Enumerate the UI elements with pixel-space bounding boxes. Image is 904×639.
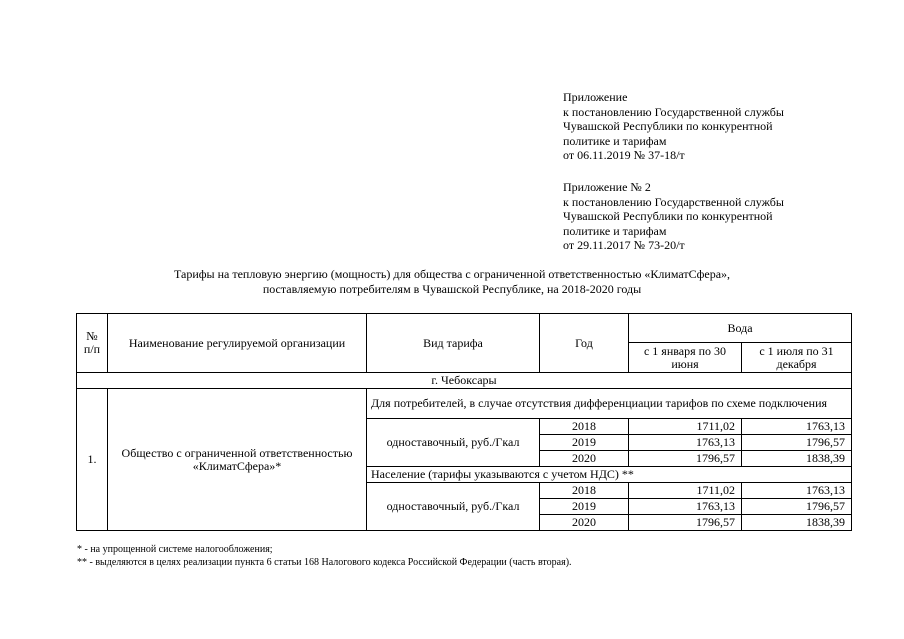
header-year: Год [540, 314, 629, 373]
header-org: Наименование регулируемой организации [108, 314, 367, 373]
title-line-1: Тарифы на тепловую энергию (мощность) для общества с ограниченной ответственностью «КлиматСфера», [173, 267, 731, 281]
value-cell: 1796,57 [742, 499, 852, 515]
header-period-2: с 1 июля по 31 декабря [742, 343, 852, 373]
footnote: * - на упрощенной системе налогообложения; [77, 544, 273, 555]
appendix-line: политике и тарифам [563, 133, 667, 148]
section-1-label [367, 389, 852, 419]
footnote: ** - выделяются в целях реализации пункта 6 статьи 168 Налогового кодекса Российской Федерации (часть вторая). [77, 556, 572, 568]
appendix-line: к постановлению Государственной службы [563, 194, 784, 209]
year-cell: 2019 [540, 435, 629, 451]
appendix-line: политике и тарифам [563, 223, 667, 238]
appendix-line: от 29.11.2017 № 73-20/т [563, 238, 685, 253]
document-title [60, 267, 844, 297]
section-2-label: Население (тарифы указываются с учетом НДС) ** [367, 467, 852, 483]
year-cell: 2020 [540, 515, 629, 531]
year-cell: 2018 [540, 419, 629, 435]
header-tariff: Вид тарифа [367, 314, 540, 373]
value-cell: 1796,57 [629, 451, 742, 467]
header-period-1: с 1 января по 30 июня [629, 343, 742, 373]
appendix-line: Чувашской Республики по конкурентной [563, 209, 773, 224]
value-cell: 1796,57 [629, 515, 742, 531]
value-cell: 1838,39 [742, 515, 852, 531]
value-cell: 1796,57 [742, 435, 852, 451]
value-cell: 1763,13 [629, 499, 742, 515]
year-cell: 2020 [540, 451, 629, 467]
city-row: г. Чебоксары [77, 373, 852, 389]
value-cell: 1711,02 [629, 483, 742, 499]
row-number: 1. [77, 389, 108, 531]
section-2-tariff-type: одноставочный, руб./Гкал [367, 483, 540, 531]
footnotes [77, 544, 572, 569]
year-cell: 2018 [540, 483, 629, 499]
appendix-title: Приложение [563, 90, 628, 104]
appendix-line: от 06.11.2019 № 37-18/т [563, 148, 685, 163]
value-cell: 1763,13 [742, 483, 852, 499]
value-cell: 1838,39 [742, 451, 852, 467]
section-1-label-text: Для потребителей, в случае отсутствия дифференциации тарифов по схеме подключения [371, 396, 828, 410]
year-cell: 2019 [540, 499, 629, 515]
value-cell: 1711,02 [629, 419, 742, 435]
organization-name: Общество с ограниченной ответственностью «КлиматСфера»* [108, 389, 367, 531]
appendix-line: Чувашской Республики по конкурентной [563, 119, 773, 134]
header-num: № п/п [77, 314, 108, 373]
value-cell: 1763,13 [629, 435, 742, 451]
title-line-2: поставляемую потребителям в Чувашской Республике, на 2018-2020 годы [262, 282, 642, 296]
value-cell: 1763,13 [742, 419, 852, 435]
header-water: Вода [629, 314, 852, 343]
tariff-table [76, 313, 852, 531]
section-1-tariff-type: одноставочный, руб./Гкал [367, 419, 540, 467]
appendix-block-2 [563, 180, 784, 253]
appendix-title: Приложение № 2 [563, 180, 651, 194]
appendix-line: к постановлению Государственной службы [563, 104, 784, 119]
appendix-block-1 [563, 90, 784, 163]
